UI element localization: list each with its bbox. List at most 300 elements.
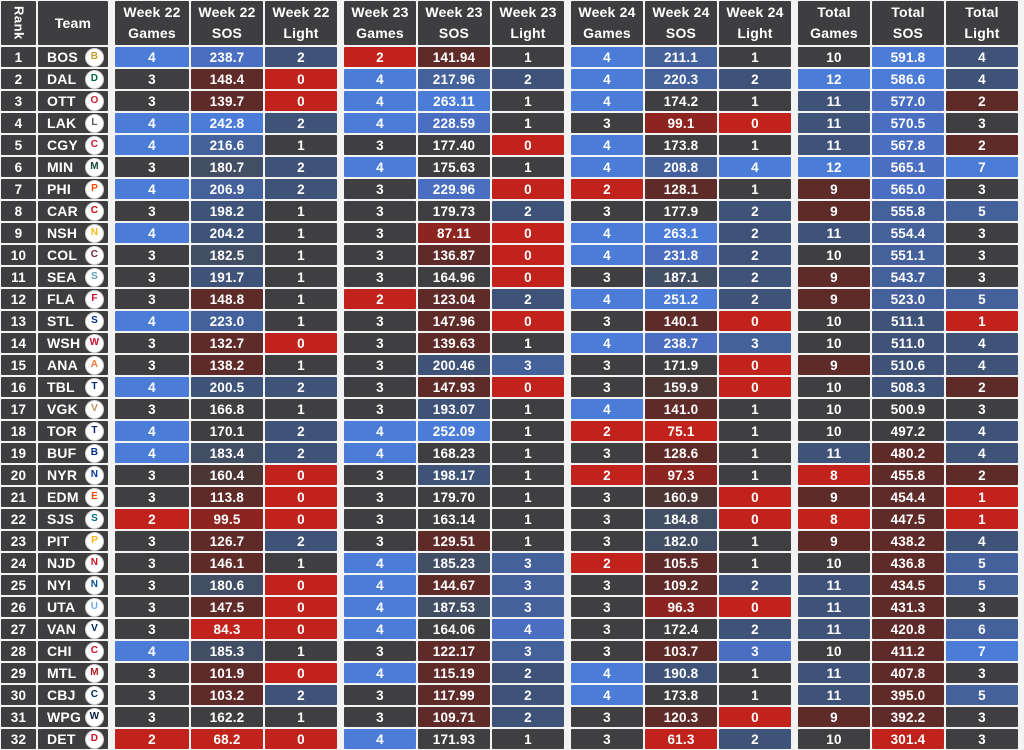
cell-total_light: 1	[946, 487, 1018, 507]
cell-rank: 2	[1, 69, 36, 89]
column-group-divider	[339, 663, 342, 683]
cell-w23_light: 0	[492, 223, 564, 243]
cell-total_games: 11	[798, 619, 870, 639]
cell-rank: 4	[1, 113, 36, 133]
column-group-divider	[339, 575, 342, 595]
cell-w23_light: 0	[492, 135, 564, 155]
cell-team	[38, 553, 108, 573]
header-label: SOS	[892, 25, 924, 41]
column-group-divider	[566, 113, 569, 133]
header-label: Total	[891, 4, 925, 20]
team-logo-icon: S	[85, 510, 104, 529]
cell-w24_games: 3	[571, 619, 643, 639]
column-group-divider	[566, 575, 569, 595]
team-logo-icon: C	[85, 642, 104, 661]
cell-total_sos: 510.6	[872, 355, 944, 375]
cell-w22_games: 3	[115, 201, 189, 221]
cell-total_light: 3	[946, 707, 1018, 727]
cell-w22_sos: 183.4	[191, 443, 263, 463]
cell-w23_sos: 198.17	[418, 465, 490, 485]
cell-w24_games: 4	[571, 289, 643, 309]
cell-w22_games: 3	[115, 289, 189, 309]
cell-w23_games: 2	[344, 289, 416, 309]
cell-total_light: 7	[946, 641, 1018, 661]
cell-w23_sos: 136.87	[418, 245, 490, 265]
header-team	[38, 1, 108, 45]
team-abbreviation: COL	[47, 247, 78, 263]
cell-team	[38, 509, 108, 529]
table-row	[1, 663, 1024, 683]
column-group-divider	[110, 509, 113, 529]
cell-w23_sos: 175.63	[418, 157, 490, 177]
cell-w22_sos: 182.5	[191, 245, 263, 265]
cell-w24_sos: 190.8	[645, 663, 717, 683]
header-w23_sos	[418, 1, 490, 45]
cell-w22_light: 0	[265, 333, 337, 353]
cell-team	[38, 685, 108, 705]
column-group-divider	[793, 355, 796, 375]
cell-total_light: 5	[946, 289, 1018, 309]
cell-w23_light: 2	[492, 289, 564, 309]
team-abbreviation: WPG	[47, 709, 82, 725]
cell-w23_light: 3	[492, 355, 564, 375]
column-group-divider	[566, 377, 569, 397]
column-group-divider	[110, 641, 113, 661]
cell-total_light: 3	[946, 663, 1018, 683]
column-group-divider	[339, 267, 342, 287]
cell-w24_light: 0	[719, 707, 791, 727]
cell-w22_games: 4	[115, 377, 189, 397]
table-row	[1, 223, 1024, 243]
cell-rank: 29	[1, 663, 36, 683]
cell-w23_games: 4	[344, 597, 416, 617]
column-group-divider	[793, 685, 796, 705]
team-logo-icon: S	[85, 268, 104, 287]
cell-w24_games: 2	[571, 465, 643, 485]
column-group-divider	[339, 729, 342, 749]
cell-total_games: 11	[798, 685, 870, 705]
cell-w23_light: 0	[492, 179, 564, 199]
cell-rank: 25	[1, 575, 36, 595]
cell-w22_games: 4	[115, 135, 189, 155]
cell-w23_light: 4	[492, 619, 564, 639]
team-abbreviation: VAN	[47, 621, 77, 637]
cell-w23_games: 3	[344, 641, 416, 661]
cell-team	[38, 465, 108, 485]
team-abbreviation: DET	[47, 731, 76, 747]
cell-w24_sos: 211.1	[645, 47, 717, 67]
cell-w23_light: 0	[492, 377, 564, 397]
team-abbreviation: PHI	[47, 181, 71, 197]
cell-w22_light: 1	[265, 311, 337, 331]
cell-w23_sos: 168.23	[418, 443, 490, 463]
cell-w24_light: 2	[719, 267, 791, 287]
cell-w22_light: 2	[265, 47, 337, 67]
team-logo-icon: N	[85, 576, 104, 595]
header-w24_games	[571, 1, 643, 45]
cell-w24_games: 4	[571, 157, 643, 177]
column-group-divider	[110, 113, 113, 133]
cell-total_games: 9	[798, 289, 870, 309]
column-group-divider	[566, 553, 569, 573]
cell-total_light: 4	[946, 443, 1018, 463]
column-group-divider	[339, 91, 342, 111]
cell-total_sos: 392.2	[872, 707, 944, 727]
column-group-divider	[566, 223, 569, 243]
team-abbreviation: PIT	[47, 533, 70, 549]
cell-w22_games: 3	[115, 399, 189, 419]
column-group-divider	[110, 707, 113, 727]
cell-w23_sos: 122.17	[418, 641, 490, 661]
cell-w24_sos: 182.0	[645, 531, 717, 551]
header-w23_games	[344, 1, 416, 45]
cell-w22_sos: 206.9	[191, 179, 263, 199]
cell-w24_light: 0	[719, 377, 791, 397]
cell-w22_light: 1	[265, 553, 337, 573]
cell-w24_sos: 61.3	[645, 729, 717, 749]
column-group-divider	[110, 685, 113, 705]
column-group-divider	[566, 69, 569, 89]
cell-w24_games: 3	[571, 597, 643, 617]
column-group-divider	[339, 597, 342, 617]
header-label: Week 23	[499, 4, 557, 20]
cell-w22_light: 0	[265, 619, 337, 639]
cell-w22_games: 3	[115, 707, 189, 727]
cell-w22_games: 3	[115, 465, 189, 485]
column-group-divider	[566, 333, 569, 353]
cell-total_sos: 436.8	[872, 553, 944, 573]
cell-w24_games: 2	[571, 179, 643, 199]
cell-w22_games: 3	[115, 663, 189, 683]
cell-w24_sos: 173.8	[645, 135, 717, 155]
team-logo-icon: U	[85, 598, 104, 617]
cell-w22_light: 0	[265, 663, 337, 683]
cell-w24_light: 1	[719, 685, 791, 705]
table-row	[1, 311, 1024, 331]
cell-total_sos: 555.8	[872, 201, 944, 221]
team-abbreviation: NJD	[47, 555, 76, 571]
table-row	[1, 245, 1024, 265]
cell-team	[38, 333, 108, 353]
team-logo-icon: D	[85, 730, 104, 749]
cell-w24_sos: 251.2	[645, 289, 717, 309]
cell-w24_light: 0	[719, 113, 791, 133]
cell-w22_light: 1	[265, 707, 337, 727]
column-group-divider	[793, 377, 796, 397]
column-group-divider	[110, 245, 113, 265]
cell-total_sos: 301.4	[872, 729, 944, 749]
cell-rank: 16	[1, 377, 36, 397]
team-abbreviation: CGY	[47, 137, 78, 153]
column-group-divider	[793, 597, 796, 617]
team-logo-icon: B	[85, 444, 104, 463]
cell-w24_light: 0	[719, 355, 791, 375]
cell-total_sos: 565.1	[872, 157, 944, 177]
column-group-divider	[566, 487, 569, 507]
team-abbreviation: BOS	[47, 49, 78, 65]
cell-total_light: 5	[946, 575, 1018, 595]
cell-total_sos: 395.0	[872, 685, 944, 705]
column-group-divider	[793, 113, 796, 133]
column-group-divider	[566, 531, 569, 551]
cell-w24_games: 4	[571, 69, 643, 89]
cell-w23_sos: 179.70	[418, 487, 490, 507]
column-group-divider	[566, 663, 569, 683]
cell-w22_games: 3	[115, 619, 189, 639]
cell-w24_games: 3	[571, 201, 643, 221]
column-group-divider	[339, 509, 342, 529]
cell-w24_games: 3	[571, 377, 643, 397]
cell-total_games: 10	[798, 333, 870, 353]
team-abbreviation: LAK	[47, 115, 77, 131]
cell-w23_light: 1	[492, 399, 564, 419]
cell-w24_games: 4	[571, 685, 643, 705]
column-group-divider	[793, 333, 796, 353]
cell-w23_games: 4	[344, 421, 416, 441]
cell-total_sos: 497.2	[872, 421, 944, 441]
cell-w24_sos: 105.5	[645, 553, 717, 573]
column-group-divider	[339, 47, 342, 67]
cell-total_light: 3	[946, 267, 1018, 287]
cell-w24_light: 0	[719, 597, 791, 617]
cell-w22_sos: 160.4	[191, 465, 263, 485]
cell-w22_light: 1	[265, 245, 337, 265]
cell-total_games: 10	[798, 421, 870, 441]
cell-total_games: 10	[798, 729, 870, 749]
cell-total_light: 4	[946, 421, 1018, 441]
cell-w22_light: 0	[265, 575, 337, 595]
cell-w23_games: 3	[344, 531, 416, 551]
cell-w24_sos: 96.3	[645, 597, 717, 617]
team-logo-icon: W	[85, 708, 104, 727]
cell-w24_light: 1	[719, 531, 791, 551]
cell-total_sos: 480.2	[872, 443, 944, 463]
cell-w24_sos: 75.1	[645, 421, 717, 441]
cell-w24_light: 2	[719, 201, 791, 221]
cell-total_games: 10	[798, 245, 870, 265]
cell-w22_sos: 204.2	[191, 223, 263, 243]
cell-w24_sos: 160.9	[645, 487, 717, 507]
cell-w22_games: 3	[115, 91, 189, 111]
cell-w24_games: 3	[571, 509, 643, 529]
team-abbreviation: TOR	[47, 423, 77, 439]
cell-w23_light: 0	[492, 245, 564, 265]
cell-total_games: 9	[798, 201, 870, 221]
cell-team	[38, 531, 108, 551]
team-abbreviation: ANA	[47, 357, 78, 373]
cell-total_sos: 511.0	[872, 333, 944, 353]
column-group-divider	[793, 91, 796, 111]
cell-w23_light: 0	[492, 267, 564, 287]
column-group-divider	[793, 179, 796, 199]
cell-team	[38, 399, 108, 419]
cell-rank: 22	[1, 509, 36, 529]
cell-rank: 21	[1, 487, 36, 507]
table-row	[1, 465, 1024, 485]
cell-w22_light: 1	[265, 641, 337, 661]
cell-total_games: 10	[798, 641, 870, 661]
cell-w24_games: 2	[571, 553, 643, 573]
team-logo-icon: N	[85, 224, 104, 243]
column-group-divider	[566, 707, 569, 727]
column-group-divider	[566, 267, 569, 287]
column-group-divider	[339, 333, 342, 353]
cell-w23_games: 3	[344, 245, 416, 265]
cell-w24_sos: 141.0	[645, 399, 717, 419]
team-abbreviation: CAR	[47, 203, 78, 219]
header-label: Light	[964, 25, 1000, 41]
cell-w23_sos: 171.93	[418, 729, 490, 749]
cell-w23_games: 3	[344, 311, 416, 331]
cell-rank: 10	[1, 245, 36, 265]
cell-total_games: 11	[798, 443, 870, 463]
cell-total_games: 11	[798, 663, 870, 683]
cell-w22_games: 4	[115, 179, 189, 199]
cell-w23_sos: 185.23	[418, 553, 490, 573]
cell-w22_light: 0	[265, 69, 337, 89]
cell-team	[38, 311, 108, 331]
column-group-divider	[110, 179, 113, 199]
cell-w23_light: 3	[492, 575, 564, 595]
cell-w23_sos: 200.46	[418, 355, 490, 375]
cell-w24_light: 1	[719, 421, 791, 441]
cell-w23_light: 1	[492, 113, 564, 133]
column-group-divider	[110, 619, 113, 639]
cell-w22_games: 3	[115, 597, 189, 617]
cell-w23_sos: 177.40	[418, 135, 490, 155]
cell-total_light: 6	[946, 619, 1018, 639]
column-group-divider	[339, 641, 342, 661]
header-total_sos	[872, 1, 944, 45]
cell-w24_games: 4	[571, 333, 643, 353]
cell-w24_games: 3	[571, 311, 643, 331]
cell-w22_games: 3	[115, 355, 189, 375]
cell-w22_sos: 68.2	[191, 729, 263, 749]
cell-w24_sos: 177.9	[645, 201, 717, 221]
column-group-divider	[566, 619, 569, 639]
column-group-divider	[110, 355, 113, 375]
cell-total_games: 8	[798, 465, 870, 485]
header-label: Total	[817, 4, 851, 20]
cell-w23_sos: 187.53	[418, 597, 490, 617]
column-group-divider	[793, 531, 796, 551]
team-logo-icon: V	[85, 400, 104, 419]
cell-w23_games: 3	[344, 135, 416, 155]
column-group-divider	[339, 465, 342, 485]
cell-w23_sos: 144.67	[418, 575, 490, 595]
cell-total_games: 10	[798, 399, 870, 419]
team-logo-icon: C	[85, 686, 104, 705]
cell-team	[38, 641, 108, 661]
header-label: Light	[283, 25, 319, 41]
cell-w24_sos: 208.8	[645, 157, 717, 177]
cell-w22_sos: 148.8	[191, 289, 263, 309]
cell-total_light: 4	[946, 47, 1018, 67]
cell-w24_light: 2	[719, 245, 791, 265]
cell-total_light: 4	[946, 333, 1018, 353]
header-label: Week 23	[425, 4, 483, 20]
cell-w24_light: 3	[719, 641, 791, 661]
cell-w24_sos: 171.9	[645, 355, 717, 375]
cell-w22_sos: 162.2	[191, 707, 263, 727]
cell-total_sos: 570.5	[872, 113, 944, 133]
cell-team	[38, 157, 108, 177]
column-group-divider	[110, 553, 113, 573]
column-group-divider	[339, 179, 342, 199]
column-group-divider	[793, 553, 796, 573]
cell-total_sos: 411.2	[872, 641, 944, 661]
cell-team	[38, 421, 108, 441]
cell-w24_games: 4	[571, 47, 643, 67]
cell-total_sos: 500.9	[872, 399, 944, 419]
column-group-divider	[110, 597, 113, 617]
table-row	[1, 641, 1024, 661]
team-abbreviation: VGK	[47, 401, 78, 417]
team-logo-icon: V	[85, 620, 104, 639]
cell-rank: 24	[1, 553, 36, 573]
column-group-divider	[793, 663, 796, 683]
table-row	[1, 201, 1024, 221]
cell-w22_sos: 223.0	[191, 311, 263, 331]
header-label: Total	[965, 4, 999, 20]
cell-team	[38, 619, 108, 639]
team-logo-icon: N	[85, 466, 104, 485]
cell-w22_light: 2	[265, 113, 337, 133]
column-group-divider	[793, 399, 796, 419]
cell-w23_sos: 123.04	[418, 289, 490, 309]
cell-total_games: 10	[798, 377, 870, 397]
table-row	[1, 597, 1024, 617]
column-group-divider	[339, 157, 342, 177]
cell-w22_sos: 132.7	[191, 333, 263, 353]
cell-total_light: 4	[946, 355, 1018, 375]
column-group-divider	[793, 135, 796, 155]
table-row	[1, 47, 1024, 67]
cell-team	[38, 47, 108, 67]
cell-w23_light: 1	[492, 91, 564, 111]
cell-w22_sos: 185.3	[191, 641, 263, 661]
cell-w22_games: 3	[115, 553, 189, 573]
cell-w22_light: 0	[265, 729, 337, 749]
cell-w22_games: 2	[115, 509, 189, 529]
cell-team	[38, 597, 108, 617]
cell-rank: 8	[1, 201, 36, 221]
column-group-divider	[110, 69, 113, 89]
column-group-divider	[566, 157, 569, 177]
table-row	[1, 685, 1024, 705]
cell-team	[38, 135, 108, 155]
column-group-divider	[110, 465, 113, 485]
header-w24_light	[719, 1, 791, 45]
cell-total_games: 10	[798, 47, 870, 67]
column-group-divider	[110, 267, 113, 287]
cell-w23_light: 3	[492, 553, 564, 573]
team-abbreviation: CBJ	[47, 687, 76, 703]
cell-total_light: 3	[946, 245, 1018, 265]
column-group-divider	[566, 729, 569, 749]
cell-rank: 13	[1, 311, 36, 331]
cell-w22_games: 3	[115, 245, 189, 265]
cell-rank: 15	[1, 355, 36, 375]
column-group-divider	[339, 135, 342, 155]
team-logo-icon: B	[85, 48, 104, 67]
table-row	[1, 267, 1024, 287]
cell-total_light: 1	[946, 509, 1018, 529]
cell-w23_games: 4	[344, 91, 416, 111]
cell-total_games: 9	[798, 267, 870, 287]
cell-w24_sos: 220.3	[645, 69, 717, 89]
team-abbreviation: NSH	[47, 225, 78, 241]
